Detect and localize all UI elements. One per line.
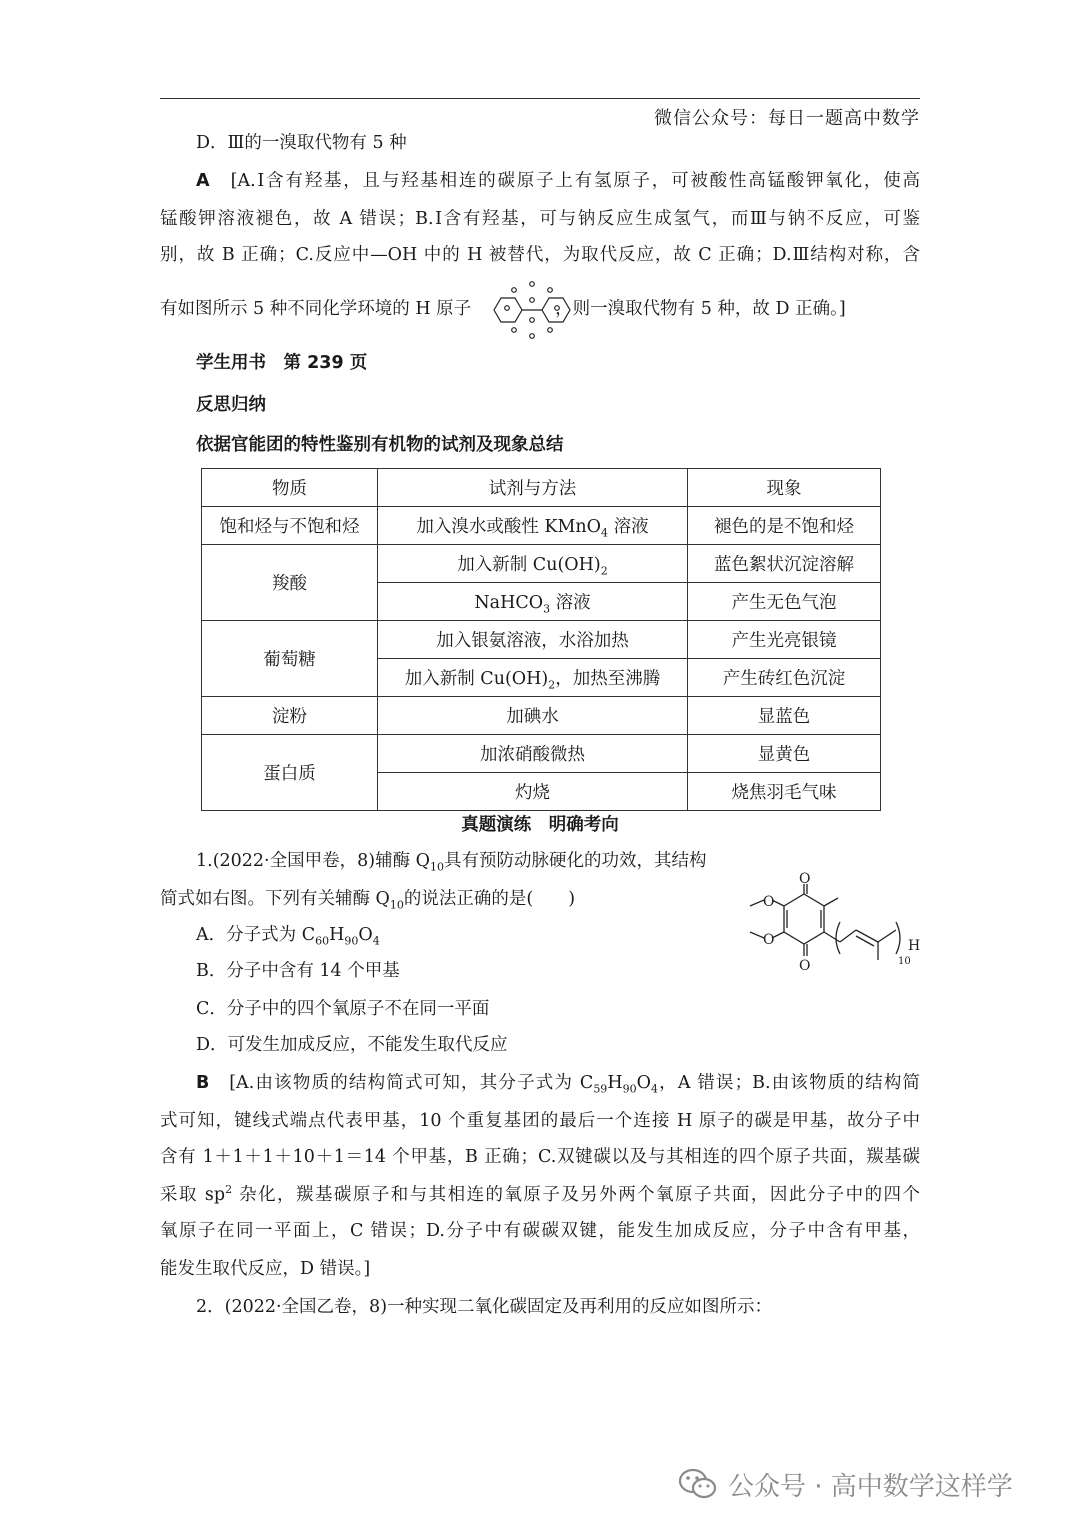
table-cell: 加入银氨溶液，水浴加热 xyxy=(378,621,688,659)
table-cell: 加碘水 xyxy=(378,697,688,735)
table-row xyxy=(202,507,881,545)
oxygen-label-top: O xyxy=(799,871,811,887)
q1-answer-line-5: 氧原子在同一平面上，C 错误；D.分子中有碳碳双键，能发生加成反应，分子中含有甲基， xyxy=(160,1221,920,1241)
table-cell: 加入溴水或酸性 KMnO$_4$ 溶液 xyxy=(378,507,688,545)
repeat-count-label: 10 xyxy=(898,956,911,967)
q1-option-c[interactable]: C．分子中的四个氧原子不在同一平面 xyxy=(196,999,490,1019)
q1-answer-line-2: 式可知，键线式端点代表甲基，10 个重复基团的最后一个连接 H 原子的碳是甲基，故分子中 xyxy=(160,1111,920,1131)
coenzyme-q10-structure xyxy=(742,870,928,980)
q1-option-a[interactable]: A．分子式为 $C_{60}H_{90}O_4$ xyxy=(196,925,380,948)
watermark-text: 公众号 · 高中数学这样学 xyxy=(728,1471,1013,1502)
table-cell: 产生无色气泡 xyxy=(688,583,881,621)
q1-option-b[interactable]: B．分子中含有 14 个甲基 xyxy=(196,961,400,981)
wechat-logo-icon xyxy=(678,1467,718,1501)
table-cell: 灼烧 xyxy=(378,773,688,811)
table-cell: 饱和烃与不饱和烃 xyxy=(202,507,378,545)
wechat-watermark xyxy=(678,1462,1013,1506)
reagent-summary-table xyxy=(201,468,881,811)
table-cell: 淀粉 xyxy=(202,697,378,735)
table-cell: 烧焦羽毛气味 xyxy=(688,773,881,811)
q1-stem-line-2: 简式如右图。下列有关辅酶 $Q_{10}$的说法正确的是( ) xyxy=(160,889,576,912)
table-header: 现象 xyxy=(688,469,881,507)
reflection-title: 反思归纳 xyxy=(196,395,266,415)
table-row xyxy=(202,621,881,659)
table-cell: NaHCO$_3$ 溶液 xyxy=(378,583,688,621)
wechat-header-note: 微信公众号：每日一题高中数学 xyxy=(654,108,920,129)
oxygen-label-methoxy-2: O xyxy=(763,932,775,948)
table-header: 物质 xyxy=(202,469,378,507)
header-rule xyxy=(160,98,920,99)
q1-option-d[interactable]: D．可发生加成反应，不能发生取代反应 xyxy=(196,1035,508,1055)
oxygen-label-methoxy-1: O xyxy=(763,894,775,910)
hydrogen-label: H xyxy=(908,938,921,954)
table-cell: 褪色的是不饱和烃 xyxy=(688,507,881,545)
answer-text: ，则一溴取代物有 5 种，故 D 正确。] xyxy=(555,299,846,319)
answer-letter: A xyxy=(196,171,210,191)
answer-a-line-2: 锰酸钾溶液褪色，故 A 错误；B.Ⅰ含有羟基，可与钠反应生成氢气，而Ⅲ与钠不反应，可鉴 xyxy=(160,209,920,229)
table-cell: 羧酸 xyxy=(202,545,378,621)
table-cell: 产生砖红色沉淀 xyxy=(688,659,881,697)
table-cell: 蛋白质 xyxy=(202,735,378,811)
table-title: 依据官能团的特性鉴别有机物的试剂及现象总结 xyxy=(196,435,564,455)
q1-answer-line-6: 能发生取代反应，D 错误。] xyxy=(160,1259,371,1279)
table-header-row xyxy=(202,469,881,507)
symmetric-structure-figure xyxy=(490,278,574,342)
table-row xyxy=(202,697,881,735)
table-row xyxy=(202,545,881,583)
table-cell: 蓝色絮状沉淀溶解 xyxy=(688,545,881,583)
table-row xyxy=(202,735,881,773)
oxygen-label-bottom: O xyxy=(799,958,811,974)
option-d-prev: D．Ⅲ的一溴取代物有 5 种 xyxy=(196,133,407,153)
real-exam-title: 真题演练 明确考向 xyxy=(461,815,619,835)
table-cell: 加浓硝酸微热 xyxy=(378,735,688,773)
answer-text: 有如图所示 5 种不同化学环境的 H 原子 xyxy=(160,299,472,319)
table-cell: 显黄色 xyxy=(688,735,881,773)
answer-a-line-3: 别，故 B 正确；C.反应中—OH 中的 H 被替代，为取代反应，故 C 正确；D.Ⅲ结构对称，含 xyxy=(160,245,920,265)
answer-a-line-1 xyxy=(160,170,920,192)
q1-stem-line-1: 1.(2022·全国甲卷，8)辅酶 $Q_{10}$具有预防动脉硬化的功效，其结构 xyxy=(196,851,707,874)
table-cell: 显蓝色 xyxy=(688,697,881,735)
table-cell: 加入新制 $Cu(OH)_2$，加热至沸腾 xyxy=(378,659,688,697)
table-cell: 产生光亮银镜 xyxy=(688,621,881,659)
table-header: 试剂与方法 xyxy=(378,469,688,507)
q1-answer-line-1: B [A.由该物质的结构简式可知，其分子式为 $C_{59}H_{90}O_4$，A 错误；B.由该物质的结构简 xyxy=(196,1073,921,1096)
answer-text: [A.Ⅰ含有羟基，且与羟基相连的碳原子上有氢原子，可被酸性高锰酸钾氧化，使高 xyxy=(230,171,920,191)
q1-answer-line-4: 采取 $sp^2$ 杂化，羰基碳原子和与其相连的氧原子及另外两个氧原子共面，因此分子中的四个 xyxy=(160,1183,920,1205)
answer-letter: B xyxy=(196,1073,210,1093)
table-cell: 葡萄糖 xyxy=(202,621,378,697)
table-cell: 加入新制 $Cu(OH)_2$ xyxy=(378,545,688,583)
q1-answer-line-3: 含有 1＋1＋1＋10＋1＝14 个甲基，B 正确；C.双键碳以及与其相连的四个原子共面，羰基碳 xyxy=(160,1147,920,1167)
q2-stem: 2．(2022·全国乙卷，8)一种实现二氧化碳固定及再利用的反应如图所示： xyxy=(196,1297,773,1317)
book-reference: 学生用书 第 239 页 xyxy=(196,353,368,373)
